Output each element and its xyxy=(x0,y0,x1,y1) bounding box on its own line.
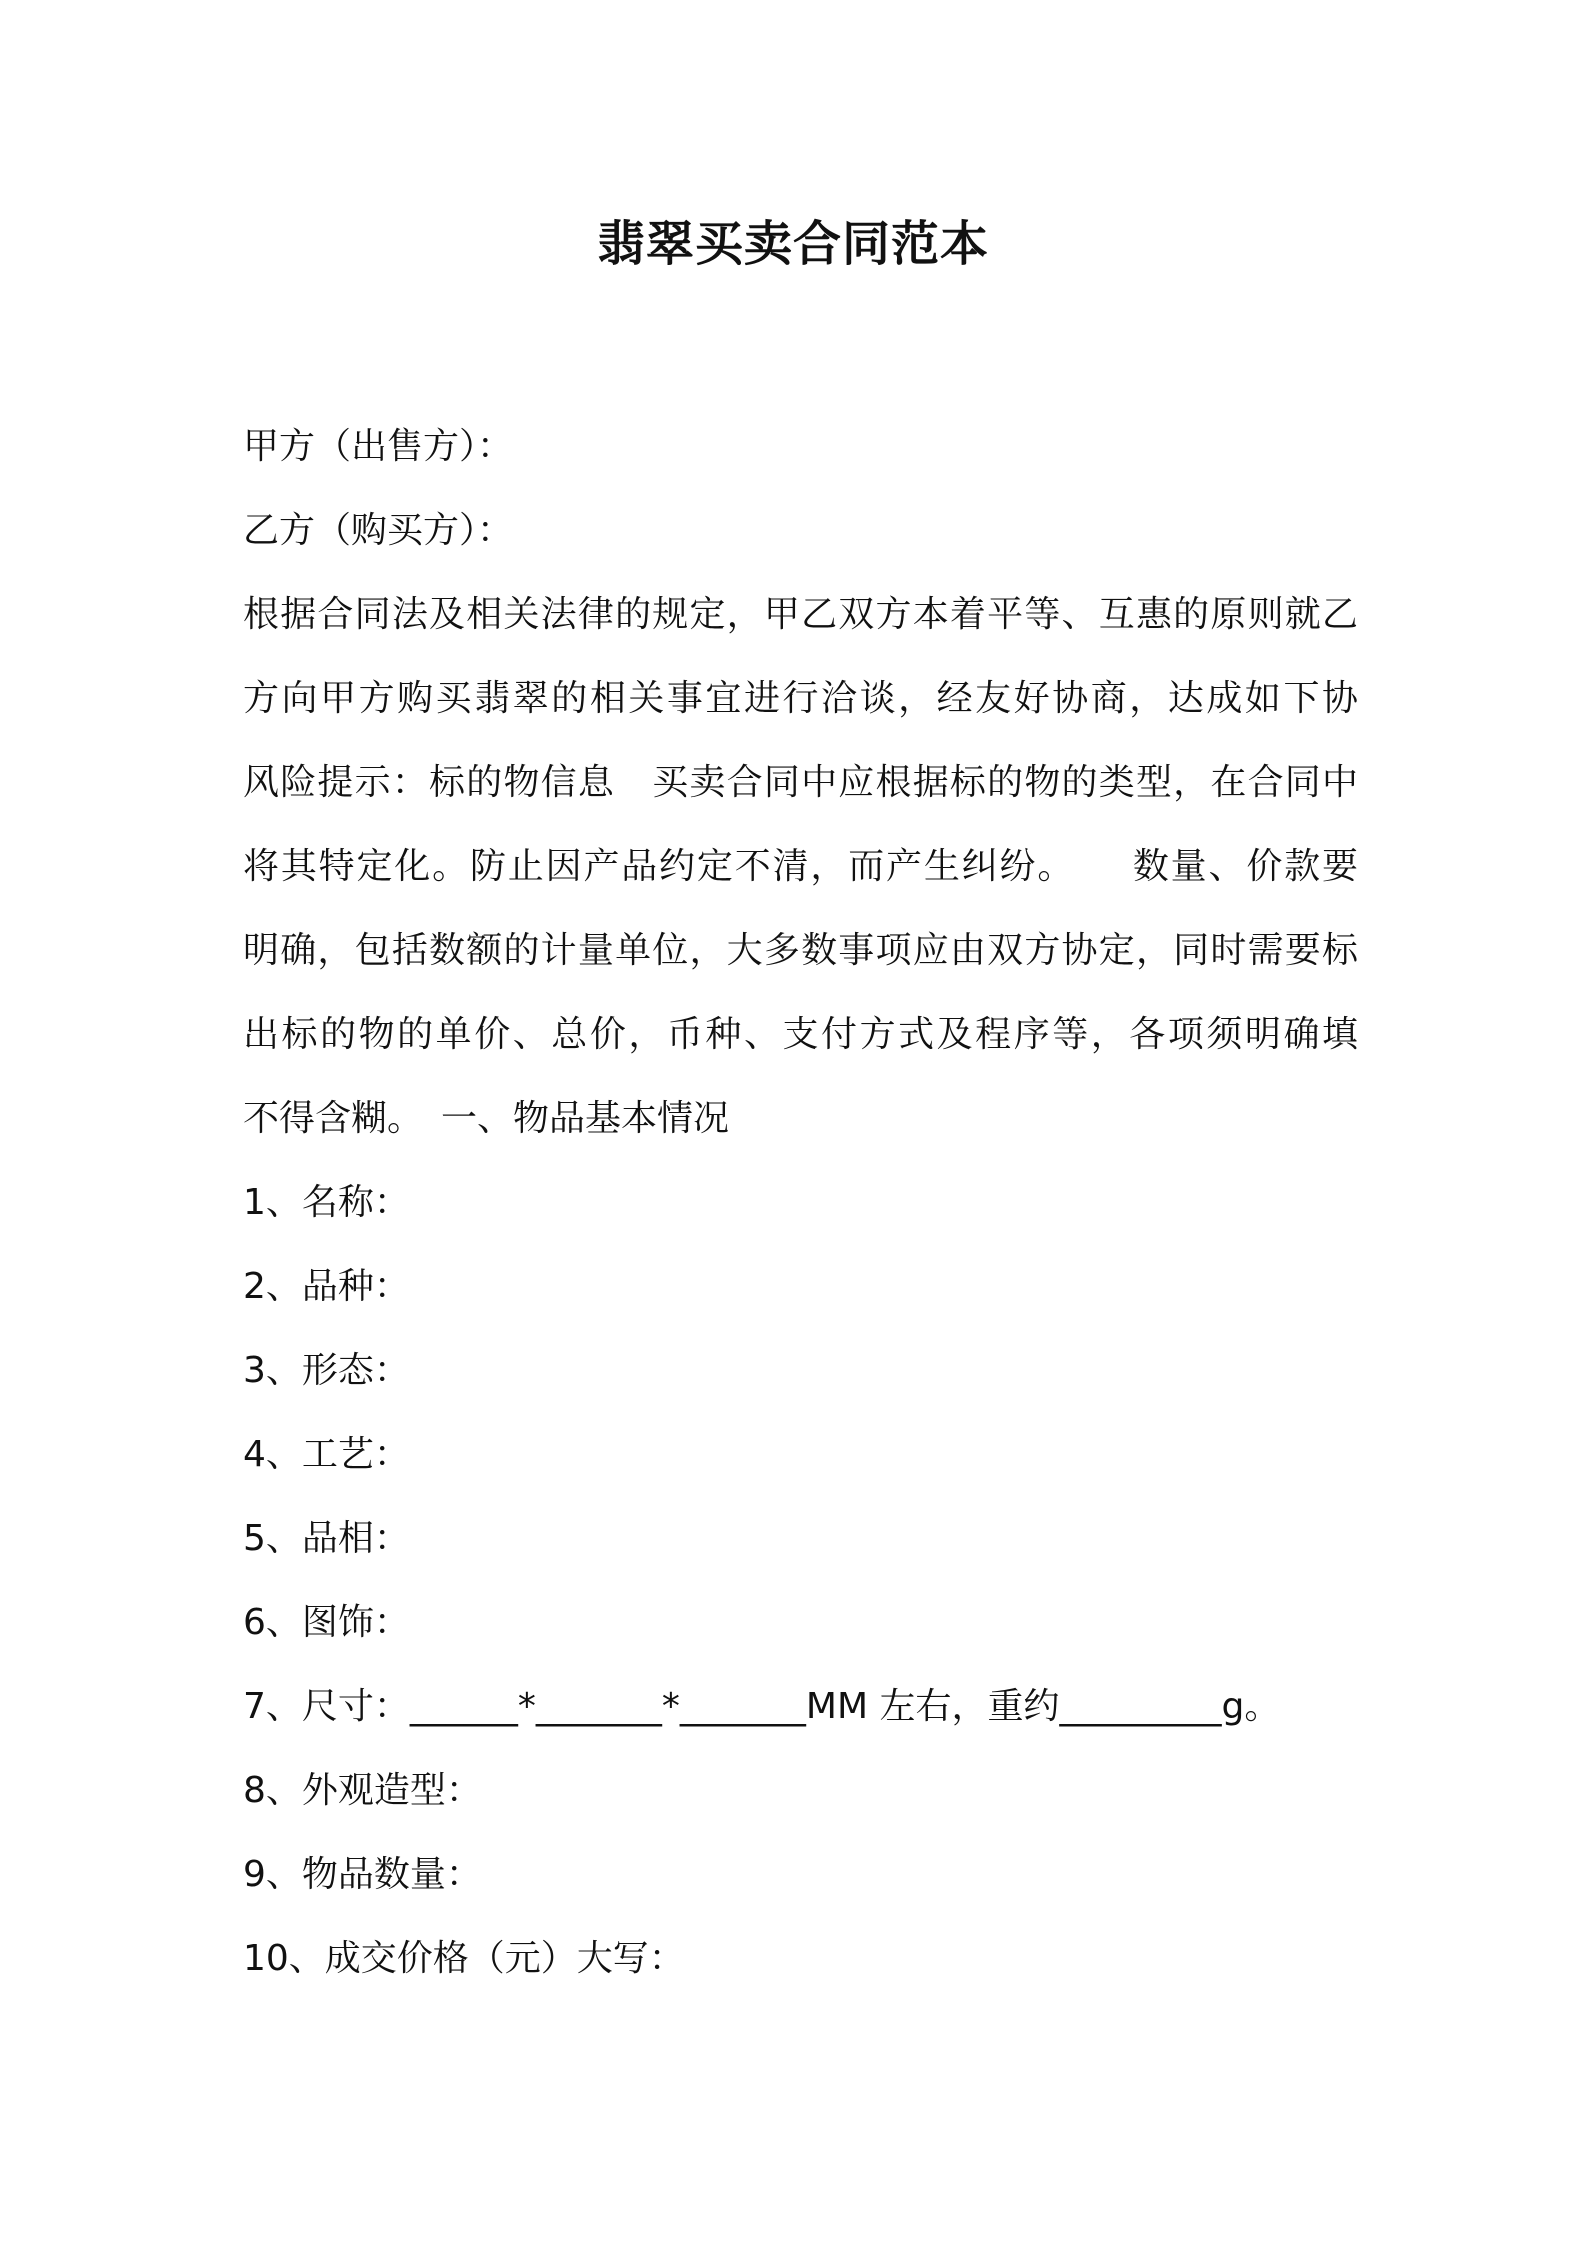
item-price-line: 10、成交价格（元）大写： xyxy=(243,1938,685,1979)
item-form-line: 3、形态： xyxy=(243,1350,410,1391)
party-a-line: 甲方（出售方）： xyxy=(243,426,514,467)
preamble-line: 根据合同法及相关法律的规定，甲乙双方本着平等、互惠的原则就乙 xyxy=(243,594,1358,635)
section-heading-line: 不得含糊。 一、物品基本情况 xyxy=(243,1098,730,1139)
item-quality-line: 5、品相： xyxy=(243,1518,410,1559)
item-shape-line: 8、外观造型： xyxy=(243,1770,482,1811)
risk-notice-line: 明确，包括数额的计量单位，大多数事项应由双方协定，同时需要标 xyxy=(243,930,1358,971)
item-variety-line: 2、品种： xyxy=(243,1266,410,1307)
party-b-line: 乙方（购买方）： xyxy=(243,510,514,551)
risk-notice-line: 出标的物的单价、总价，币种、支付方式及程序等，各项须明确填 xyxy=(243,1014,1358,1055)
document-body xyxy=(243,405,1358,2001)
preamble-line: 方向甲方购买翡翠的相关事宜进行洽谈，经友好协商，达成如下协 xyxy=(243,678,1358,719)
risk-notice-line: 将其特定化。防止因产品约定不清，而产生纠纷。 数量、价款要 xyxy=(243,846,1358,887)
item-size-line: 7、尺寸：______*_______*_______MM 左右，重约_________g。 xyxy=(243,1686,1281,1727)
item-quantity-line: 9、物品数量： xyxy=(243,1854,482,1895)
item-craft-line: 4、工艺： xyxy=(243,1434,410,1475)
risk-notice-line: 风险提示：标的物信息 买卖合同中应根据标的物的类型，在合同中 xyxy=(243,762,1358,803)
item-pattern-line: 6、图饰： xyxy=(243,1602,410,1643)
item-name-line: 1、名称： xyxy=(243,1182,410,1223)
document-title: 翡翠买卖合同范本 xyxy=(596,216,989,272)
